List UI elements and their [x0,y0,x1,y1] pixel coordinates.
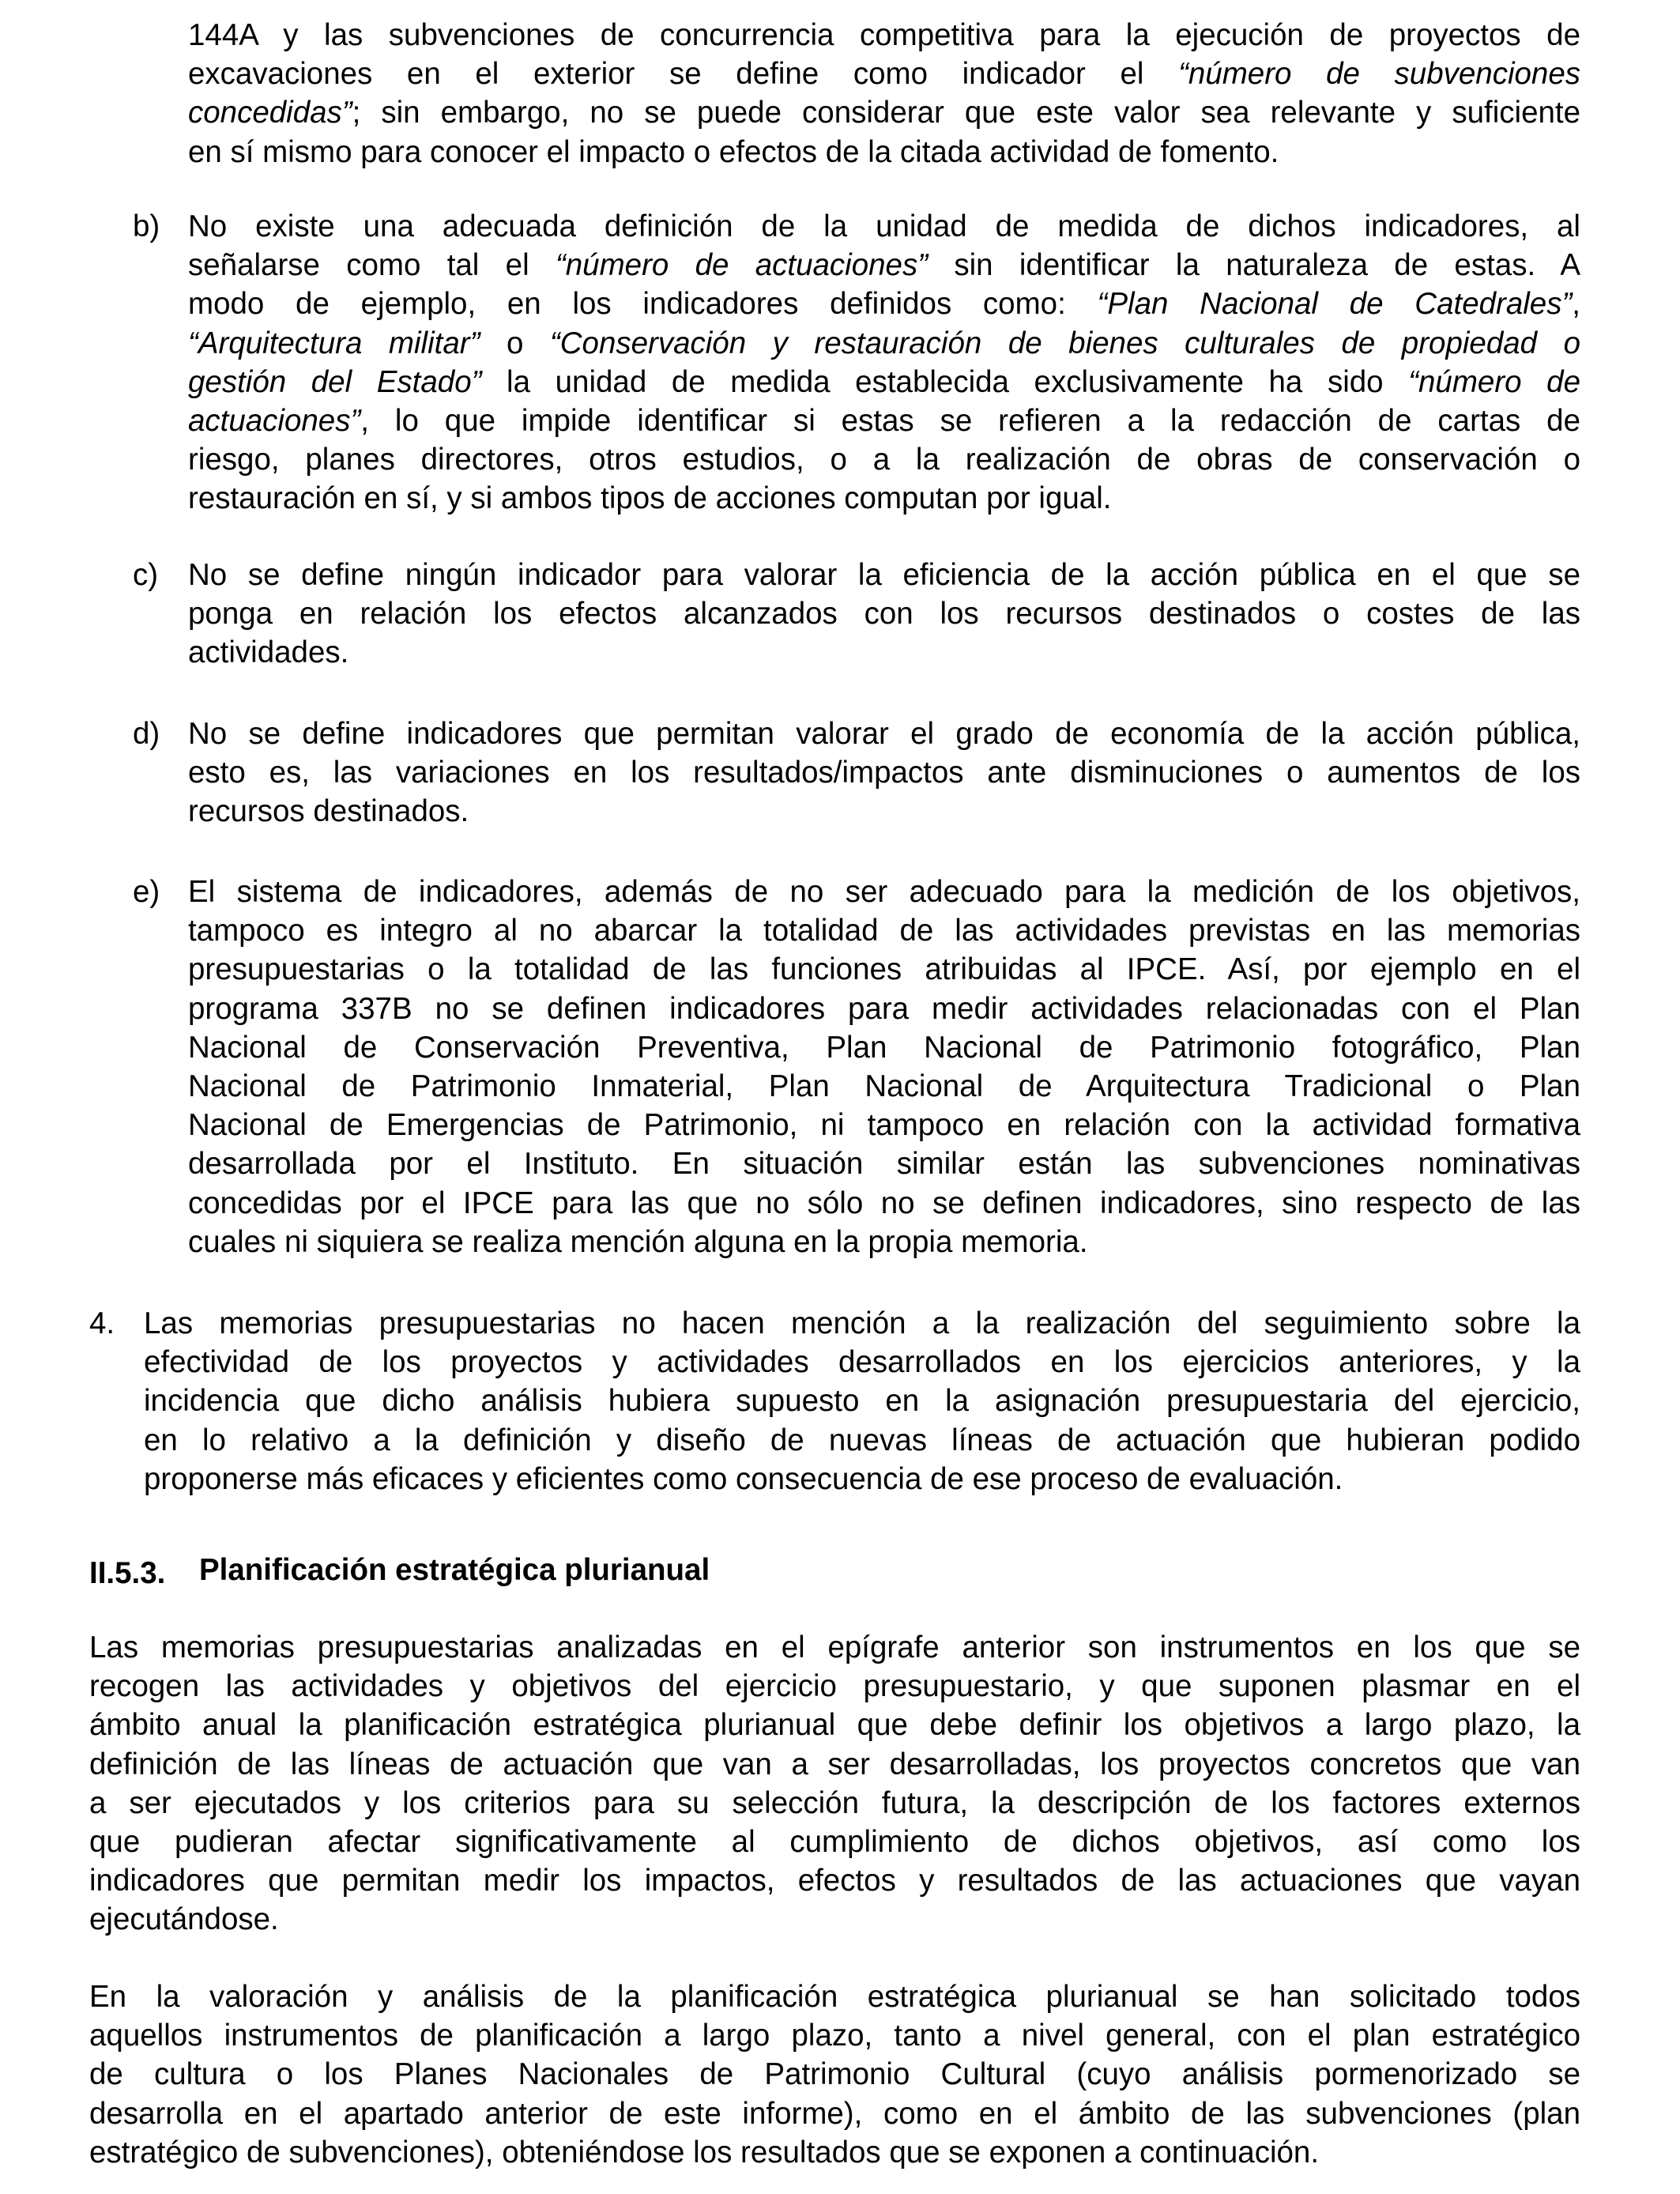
text-line: efectividad de los proyectos y actividades desarrollados en los ejercicios anteriores, y la [144,1345,1580,1380]
list-marker-c: c) [133,558,159,592]
text-line: señalarse como tal el “número de actuaciones” sin identificar la naturaleza de estas. A [188,248,1581,283]
text-line: El sistema de indicadores, además de no ser adecuado para la medición de los objetivos, [188,875,1580,909]
list-item-c [188,556,1580,673]
list-item-b [188,207,1580,518]
text-line: a ser ejecutados y los criterios para su selección futura, la descripción de los factores externos [89,1785,1580,1820]
text-line: Nacional de Patrimonio Inmaterial, Plan Nacional de Arquitectura Tradicional o Plan [188,1069,1580,1104]
text-line: restauración en sí, y si ambos tipos de acciones computan por igual. [188,481,1112,516]
text-line: en lo relativo a la definición y diseño de nuevas líneas de actuación que hubieran podido [144,1423,1580,1457]
text-line: ámbito anual la planificación estratégica plurianual que debe definir los objetivos a largo plazo, la [89,1708,1580,1743]
paragraph-2 [89,1977,1580,2172]
text-line: Nacional de Conservación Preventiva, Plan Nacional de Patrimonio fotográfico, Plan [188,1030,1580,1065]
text-line: 144A y las subvenciones de concurrencia competitiva para la ejecución de proyectos de [188,18,1580,52]
text-line: actividades. [188,635,349,670]
text-line: cuales ni siquiera se realiza mención alguna en la propia memoria. [188,1224,1088,1259]
text-line: En la valoración y análisis de la planificación estratégica plurianual se han solicitado todos [89,1980,1580,2014]
section-number: II.5.3. [89,1556,166,1590]
list-marker-b: b) [133,209,160,243]
text-line: actuaciones”, lo que impide identificar si estas se refieren a la redacción de cartas de [188,404,1580,439]
text-line: concedidas”; sin embargo, no se puede considerar que este valor sea relevante y suficiente [188,96,1580,130]
text-line: proponerse más eficaces y eficientes como consecuencia de ese proceso de evaluación. [144,1461,1343,1496]
text-line: riesgo, planes directores, otros estudios, o a la realización de obras de conservación o [188,443,1580,477]
text-line: modo de ejemplo, en los indicadores definidos como: “Plan Nacional de Catedrales”, [188,287,1580,322]
text-line: esto es, las variaciones en los resultados/impactos ante disminuciones o aumentos de los [188,756,1580,790]
text-line: tampoco es integro al no abarcar la totalidad de las actividades previstas en las memorias [188,914,1580,948]
text-line: No se define ningún indicador para valorar la eficiencia de la acción pública en el que se [188,558,1580,592]
text-line: excavaciones en el exterior se define como indicador el “número de subvenciones [188,57,1580,92]
text-line: recursos destinados. [188,794,469,829]
text-line: aquellos instrumentos de planificación a largo plazo, tanto a nivel general, con el plan estratégico [89,2019,1580,2053]
text-line: gestión del Estado” la unidad de medida establecida exclusivamente ha sido “número de [188,364,1580,399]
text-line: en sí mismo para conocer el impacto o efectos de la citada actividad de fomento. [188,134,1279,169]
list-marker-d: d) [133,717,160,751]
list-item-4 [144,1304,1580,1498]
text-line: concedidas por el IPCE para las que no sólo no se definen indicadores, sino respecto de las [188,1186,1580,1220]
text-line: que pudieran afectar significativamente al cumplimiento de dichos objetivos, así como los [89,1825,1580,1860]
text-line: “Arquitectura militar” o “Conservación y restauración de bienes culturales de propiedad o [188,326,1581,360]
text-line: presupuestarias o la totalidad de las funciones atribuidas al IPCE. Así, por ejemplo en el [188,952,1580,987]
section-title: Planificación estratégica plurianual [199,1553,710,1587]
text-line: ponga en relación los efectos alcanzados con los recursos destinados o costes de las [188,597,1580,631]
text-line: ejecutándose. [89,1902,279,1937]
text-line: recogen las actividades y objetivos del ejercicio presupuestario, y que suponen plasmar en el [89,1669,1580,1704]
list-item-d [188,714,1580,831]
text-line: No existe una adecuada definición de la unidad de medida de dichos indicadores, al [188,209,1580,243]
text-line: de cultura o los Planes Nacionales de Patrimonio Cultural (cuyo análisis pormenorizado se [89,2057,1580,2092]
text-line: programa 337B no se definen indicadores para medir actividades relacionadas con el Plan [188,991,1580,1026]
text-line: No se define indicadores que permitan valorar el grado de economía de la acción pública, [188,717,1580,751]
text-line: Las memorias presupuestarias analizadas en el epígrafe anterior son instrumentos en los que se [89,1630,1580,1664]
list-marker-e: e) [133,875,160,909]
item-a-continuation [188,16,1580,172]
text-line: incidencia que dicho análisis hubiera supuesto en la asignación presupuestaria del ejercicio, [144,1384,1580,1419]
text-line: desarrolla en el apartado anterior de este informe), como en el ámbito de las subvenciones (plan [89,2096,1580,2131]
list-marker-4: 4. [89,1306,115,1340]
text-line: Nacional de Emergencias de Patrimonio, ni tampoco en relación con la actividad formativa [188,1108,1580,1143]
text-line: indicadores que permitan medir los impactos, efectos y resultados de las actuaciones que vayan [89,1864,1580,1898]
text-line: estratégico de subvenciones), obteniéndose los resultados que se exponen a continuación. [89,2135,1320,2169]
text-line: Las memorias presupuestarias no hacen mención a la realización del seguimiento sobre la [144,1306,1580,1340]
text-line: desarrollada por el Instituto. En situación similar están las subvenciones nominativas [188,1147,1580,1182]
list-item-e [188,873,1580,1261]
paragraph-1 [89,1628,1580,1940]
text-line: definición de las líneas de actuación que van a ser desarrolladas, los proyectos concretos que van [89,1747,1580,1781]
